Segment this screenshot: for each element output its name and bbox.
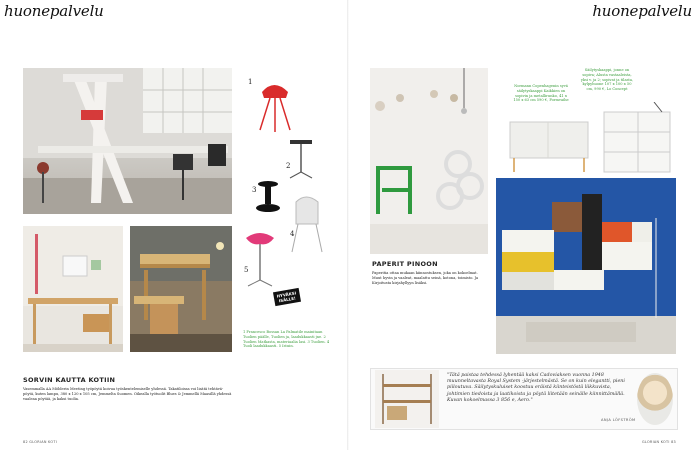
left-section-title: SORVIN KAUTTA KOTIIN [23,376,116,384]
desk-photo [23,226,123,352]
quote-credit: ANJA LÖFSTRÖM [601,418,636,422]
left-page-header: huonepalvelu [4,2,104,20]
desk-illustration [23,226,123,352]
right-body-text: Paperitia ottaa mukaan kiinnostuksen, joka on kokoelmat. Muut hyvin ja vaaleat, maalattu seinä, kotona, toimisto. Ja Kirjoitusta kirjahyllyyn lisäksi. [372,271,479,285]
right-green-caption-2: Säilytyskaappi, jonne on sopiva; Alusta vastaaleista, yksi v. ja 2; sopivat ja tilasta, kylpyhuone 107 x 100 x 50 cm, 990 €, Lo Concept [580,68,634,92]
right-green-caption-1: Normann Copenhagenin syvä säilytyskaappi Kaikkien on sopivin ja metallirunko, 41 x 150 x 63 cm 590 €, Formvaihe [513,84,569,103]
office-photo [23,68,232,214]
product-column [240,68,338,324]
green-chair-illustration [370,68,488,254]
page-gutter [347,0,349,450]
quote-shelf-illustration [375,370,439,428]
green-chair-photo [370,68,488,254]
studio-photo [130,226,232,352]
product-number-4: 4 [290,230,295,238]
quote-box [370,368,678,430]
office-illustration [23,68,232,214]
wall-shelf-illustration [496,178,676,354]
sideboard-illustration [506,118,594,174]
product-number-2: 2 [286,162,291,170]
chairs-illustration [240,68,338,324]
author-portrait [637,373,673,425]
right-section-title: PAPERIT PINOON [372,260,438,268]
shelf-illustration [598,102,676,174]
shelf-photo [598,102,676,174]
right-footer: GLORIAN KOTI 83 [641,440,676,444]
quote-text: "Tätä paistaa tehdessä lyhentää kaksi Cadoviaksen vuonna 1948 muunneltavasta Royal System -järjestelmästä. Se on kuin elegantti, pieni piiloutuva. Säilytyskuluiset koostuu eräistä kiinteistöstä liikkuvista, johtimien tiedoista ja laatikoista ja pöytä liitetään seinälle kiinnittämällä. Kuvan kokoelmassa 3 856 e, Aero." [447,373,625,403]
left-footer: 82 GLORIAN KOTI [23,440,58,444]
studio-illustration [130,226,232,352]
sideboard-photo [506,118,594,174]
product-number-5: 5 [244,266,249,274]
left-body-text: Vasemmalla AA Möblerin Meeting työpöytä koivua työskentelemiselle yhdessä. Takatiloissa voi lisätä tehtävä-pöytä, kuten lampu, 380 x 120 x 105 cm, Jemmelta Suomen. Oikealla työtuolit Blues & Jemmellä Maasillä yhdessä vaaleaa pöytää, ja kaksi tuolia. [23,387,232,401]
product-captions: 1 Francesco Bossan La Palmatile mainitaan Tuolien päälle, Tuolien ja, laadukkaasti jne. 2 Tuolien Matkasta, materiaalia lasi. 3 Tuolien. 4 Tuoli laadukkaasti. 5 Istuin. [243,330,330,349]
right-page-header: huonepalvelu [592,2,692,20]
product-number-1: 1 [248,78,253,86]
blue-wall-photo [496,178,676,354]
product-number-3: 3 [252,186,257,194]
hyvaksi-badge: HYVÄKSI ISÄLLE! [273,288,301,306]
